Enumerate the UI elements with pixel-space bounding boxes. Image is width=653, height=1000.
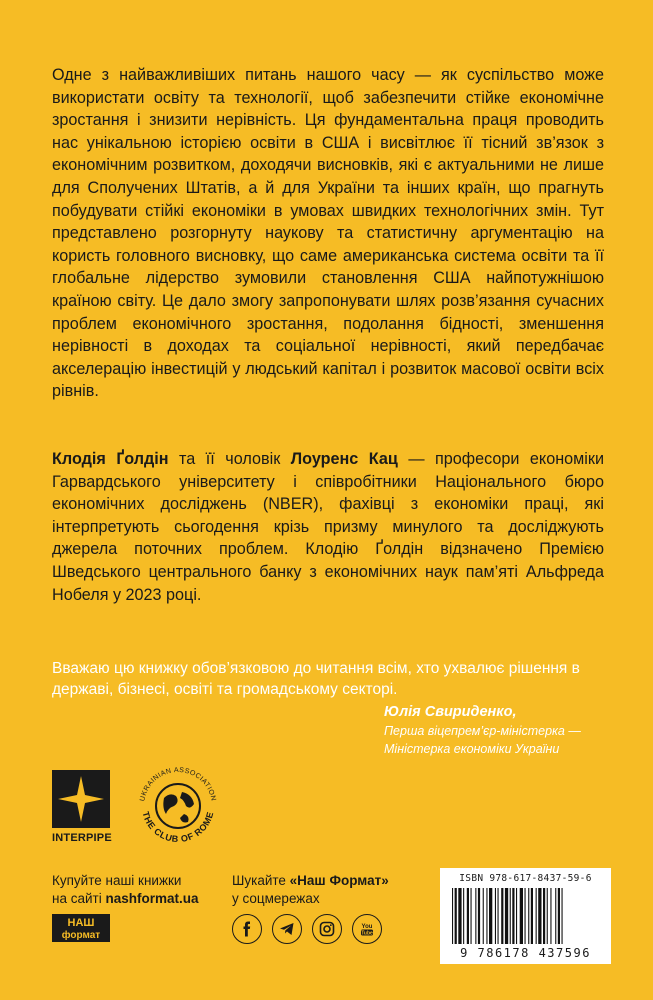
publisher-website-link[interactable]: nashformat.ua [105,891,199,906]
youtube-label-top: You [361,924,373,930]
authors-connector: та її чоловік [168,450,291,468]
endorser-name: Юлія Свириденко, [384,704,517,720]
nash-format-logo-bottom: формат [61,930,101,941]
interpipe-logo [52,770,118,844]
telegram-icon[interactable] [272,914,302,944]
club-of-rome-bottom-text: THE CLUB OF ROME [140,810,216,845]
author-name-katz: Лоуренс Кац [290,450,398,468]
authors-bio-text: — професори економіки Гарвардського університету і співробітники Національного бюро економічних досліджень (NBER), фахівці з економіки праці, які інтерпретують сьогодення крізь призму минулого та досліджують джерела поточних проблем. Клодію Ґолдін відзначено Премією Шведського центрального банку з економічних наук пам’яті Альфреда Нобеля у 2023 році. [52,450,604,604]
endorsement-attribution [384,702,624,758]
interpipe-wordmark: INTERPIPE [52,832,112,844]
isbn-barcode [440,868,611,964]
youtube-icon[interactable] [352,914,382,944]
club-of-rome-logo [134,762,222,850]
authors-bio [52,448,604,606]
description-paragraph: Одне з найважливіших питань нашого часу — як суспільство може використати освіту та технології, щоб забезпечити стійке економічне зростання і знизити нерівність. Ця фундаментальна праця проводить нас унікальною історією освіти в США і висвітлює її тісний зв’язок з економічним розвитком, доходячи висновків, які є актуальними не лише для Сполучених Штатів, а й для України та інших країн, що прагнуть побудувати стійкі економіки в умовах швидких технологічних змін. Тут представлено розгорнуту наукову та статистичну аргументацію на користь головного висновку, що саме американська система освіти та її глобальне лідерство зумовили становлення США найпотужнішою країною світу. Це дало змогу запропонувати шлях розв’язання сучасних проблем економічного зростання, подолання бідності, зменшення нерівності в доходах та соціальної нерівності, який передбачає акселерацію інвестицій у людський капітал і розвиток масової освіти всіх рівнів. [52,66,604,401]
isbn-label: ISBN 978-617-8437-59-6 [459,873,592,884]
social-line2: у соцмережах [232,891,320,906]
instagram-icon[interactable] [312,914,342,944]
social-media-note [232,872,389,908]
endorser-role-line1: Перша віцепрем’єр-міністерка — [384,724,581,738]
social-line1: Шукайте «Наш Формат» [232,873,389,888]
buy-books-note [52,872,198,908]
club-of-rome-top-text: UKRAINIAN ASSOCIATION [139,766,217,802]
globe-icon [156,784,200,828]
social-icons [232,914,382,944]
nash-format-logo-top: НАШ [67,917,95,929]
endorser-role-line2: Міністерка економіки України [384,742,560,756]
nash-format-logo [52,914,110,942]
barcode-bars [450,888,601,946]
social-brand: «Наш Формат» [289,873,389,888]
interpipe-star-icon [52,770,110,828]
endorsement-quote: Вважаю цю книжку обов’язковою до читання всім, хто ухвалює рішення в державі, бізнесі, освіті та громадському секторі. [52,660,580,698]
author-name-goldin: Клодія Ґолдін [52,450,169,468]
buy-line1: Купуйте наші книжки [52,873,182,888]
isbn-digits: 9 786178 437596 [460,946,591,960]
facebook-icon[interactable] [232,914,262,944]
youtube-label-bottom: Tube [361,930,373,937]
buy-line2: на сайті nashformat.ua [52,891,199,906]
